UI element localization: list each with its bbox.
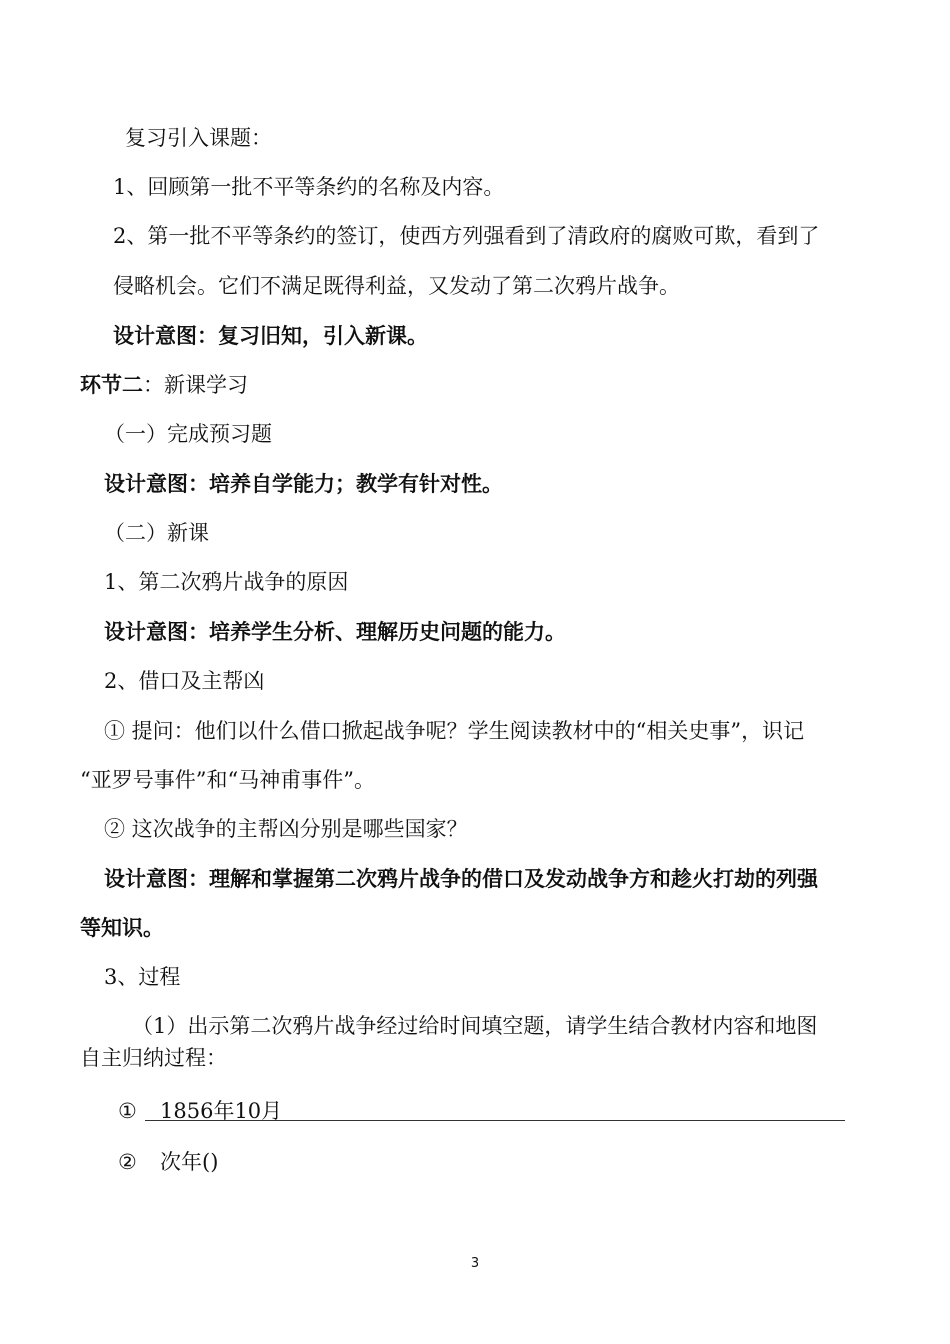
blank-1-text: 1856年10月 (160, 1099, 283, 1123)
blank-1-marker: ① (118, 1099, 137, 1123)
review-point-2: 2、第一批不平等条约的签订，使西方列强看到了清政府的腐败可欺，看到了 (113, 224, 820, 248)
design-intent-3: 设计意图：培养学生分析、理解历史问题的能力。 (104, 620, 566, 644)
section-2-label: 环节二 (80, 373, 143, 397)
question-1-cont: “亚罗号事件”和“马神甫事件”。 (80, 768, 375, 792)
process-instruction: （1）出示第二次鸦片战争经过给时间填空题，请学生结合教材内容和地图 (132, 1014, 818, 1038)
design-intent-1: 设计意图：复习旧知，引入新课。 (113, 324, 428, 348)
page-number: 3 (470, 1256, 480, 1271)
design-intent-2: 设计意图：培养自学能力；教学有针对性。 (104, 472, 503, 496)
question-2: ② 这次战争的主帮凶分别是哪些国家？ (104, 817, 468, 841)
section-2-title: ：新课学习 (143, 373, 248, 397)
blank-2-text: 次年() (160, 1150, 219, 1174)
section-2-heading (80, 371, 248, 399)
blank-2-marker: ② (118, 1150, 137, 1174)
topic-process: 3、过程 (104, 965, 181, 989)
topic-pretext: 2、借口及主帮凶 (104, 669, 265, 693)
subsection-preview: （一）完成预习题 (104, 422, 272, 446)
process-instruction-cont: 自主归纳过程： (80, 1046, 227, 1070)
review-intro-heading: 复习引入课题： (125, 126, 272, 150)
review-point-1: 1、回顾第一批不平等条约的名称及内容。 (113, 175, 505, 199)
review-point-2-cont: 侵略机会。它们不满足既得利益，又发动了第二次鸦片战争。 (113, 274, 680, 298)
question-1: ① 提问：他们以什么借口掀起战争呢？学生阅读教材中的“相关史事”，识记 (104, 719, 805, 743)
design-intent-4: 设计意图：理解和掌握第二次鸦片战争的借口及发动战争方和趁火打劫的列强 (104, 867, 818, 891)
topic-causes: 1、第二次鸦片战争的原因 (104, 570, 349, 594)
fill-in-underline (145, 1120, 845, 1121)
subsection-new-lesson: （二）新课 (104, 521, 209, 545)
design-intent-4-cont: 等知识。 (80, 916, 164, 940)
